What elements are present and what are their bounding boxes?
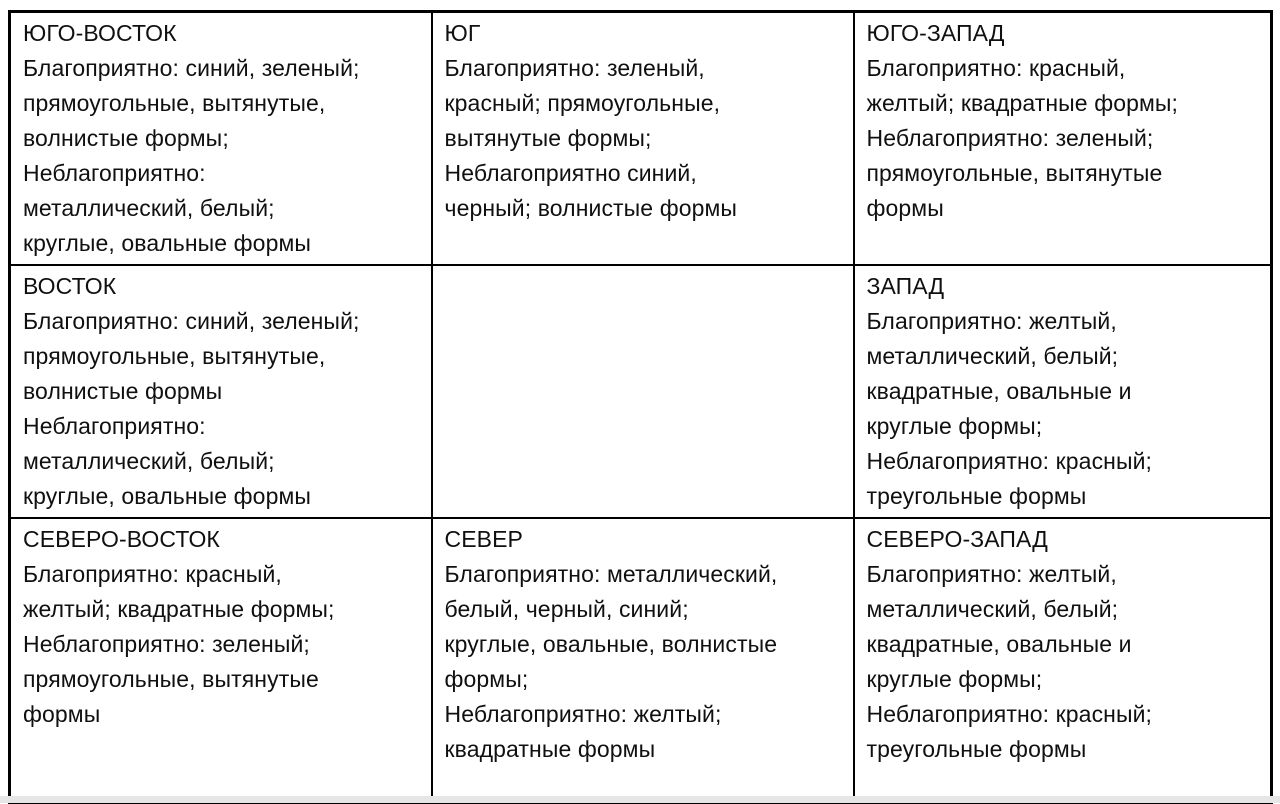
cell-text-line: формы	[23, 701, 101, 727]
direction-cell	[854, 518, 1272, 802]
cell-text-line: формы	[866, 195, 944, 221]
cell-text-line: металлический, белый;	[23, 195, 275, 221]
direction-title: ЮГО-ВОСТОК	[23, 20, 177, 46]
cell-text-line: Благоприятно: красный,	[866, 55, 1126, 81]
cell-text-line: Неблагоприятно:	[23, 413, 206, 439]
directions-table	[8, 10, 1273, 804]
cell-text-line: прямоугольные, вытянутые,	[23, 90, 326, 116]
cell-text-line: круглые, овальные формы	[23, 483, 312, 509]
cell-text-line: треугольные формы	[866, 736, 1087, 762]
table-row	[10, 518, 1272, 802]
cell-text-line: круглые, овальные, волнистые	[444, 631, 778, 657]
cell-text-line: красный; прямоугольные,	[444, 90, 721, 116]
direction-cell	[432, 518, 854, 802]
cell-text-line: Неблагоприятно: красный;	[866, 448, 1153, 474]
direction-cell	[854, 12, 1272, 266]
direction-title: СЕВЕРО-ЗАПАД	[866, 526, 1048, 552]
cell-text-line: Благоприятно: желтый,	[866, 308, 1117, 334]
cell-text-line: металлический, белый;	[866, 596, 1119, 622]
cell-text-line: круглые, овальные формы	[23, 230, 312, 256]
cell-text-line: желтый; квадратные формы;	[866, 90, 1179, 116]
cell-text-line: прямоугольные, вытянутые,	[23, 343, 326, 369]
cell-text-line: Неблагоприятно: желтый;	[444, 701, 722, 727]
direction-title: СЕВЕР	[444, 526, 523, 552]
direction-title: СЕВЕРО-ВОСТОК	[23, 526, 220, 552]
cell-text-line: квадратные, овальные и	[866, 631, 1132, 657]
cell-text-line: металлический, белый;	[866, 343, 1119, 369]
cell-text-line: круглые формы;	[866, 666, 1043, 692]
empty-cell	[432, 265, 854, 518]
cell-text-line: прямоугольные, вытянутые	[866, 160, 1163, 186]
table-row	[10, 12, 1272, 266]
cell-text-line: Благоприятно: красный,	[23, 561, 282, 587]
cell-text-line: Благоприятно: желтый,	[866, 561, 1117, 587]
bottom-edge-strip	[0, 796, 1280, 803]
cell-text-line: вытянутые формы;	[444, 125, 652, 151]
direction-cell	[854, 265, 1272, 518]
cell-text-line: Благоприятно: зеленый,	[444, 55, 705, 81]
cell-text-line: металлический, белый;	[23, 448, 275, 474]
direction-cell	[10, 265, 432, 518]
cell-text-line: белый, черный, синий;	[444, 596, 689, 622]
direction-cell	[432, 12, 854, 266]
cell-text-line: Благоприятно: металлический,	[444, 561, 778, 587]
cell-text-line: Благоприятно: синий, зеленый;	[23, 308, 360, 334]
cell-text-line: черный; волнистые формы	[444, 195, 738, 221]
cell-text-line: формы;	[444, 666, 529, 692]
cell-text-line: Неблагоприятно:	[23, 160, 206, 186]
cell-text-line: круглые формы;	[866, 413, 1043, 439]
cell-text-line: волнистые формы	[23, 378, 223, 404]
cell-text-line: прямоугольные, вытянутые	[23, 666, 319, 692]
direction-title: ЮГ	[444, 20, 481, 46]
cell-text-line: треугольные формы	[866, 483, 1087, 509]
cell-text-line: квадратные, овальные и	[866, 378, 1132, 404]
cell-text-line: Неблагоприятно: красный;	[866, 701, 1153, 727]
direction-title: ЮГО-ЗАПАД	[866, 20, 1005, 46]
table-row	[10, 265, 1272, 518]
cell-text-line: желтый; квадратные формы;	[23, 596, 335, 622]
cell-text-line: квадратные формы	[444, 736, 656, 762]
directions-table-body	[10, 12, 1272, 803]
cell-text-line: Неблагоприятно синий,	[444, 160, 697, 186]
cell-text-line: Благоприятно: синий, зеленый;	[23, 55, 360, 81]
direction-title: ЗАПАД	[866, 273, 945, 299]
direction-title: ВОСТОК	[23, 273, 117, 299]
cell-text-line: Неблагоприятно: зеленый;	[23, 631, 310, 657]
direction-cell	[10, 518, 432, 802]
cell-text-line: Неблагоприятно: зеленый;	[866, 125, 1154, 151]
direction-cell	[10, 12, 432, 266]
cell-text-line: волнистые формы;	[23, 125, 229, 151]
